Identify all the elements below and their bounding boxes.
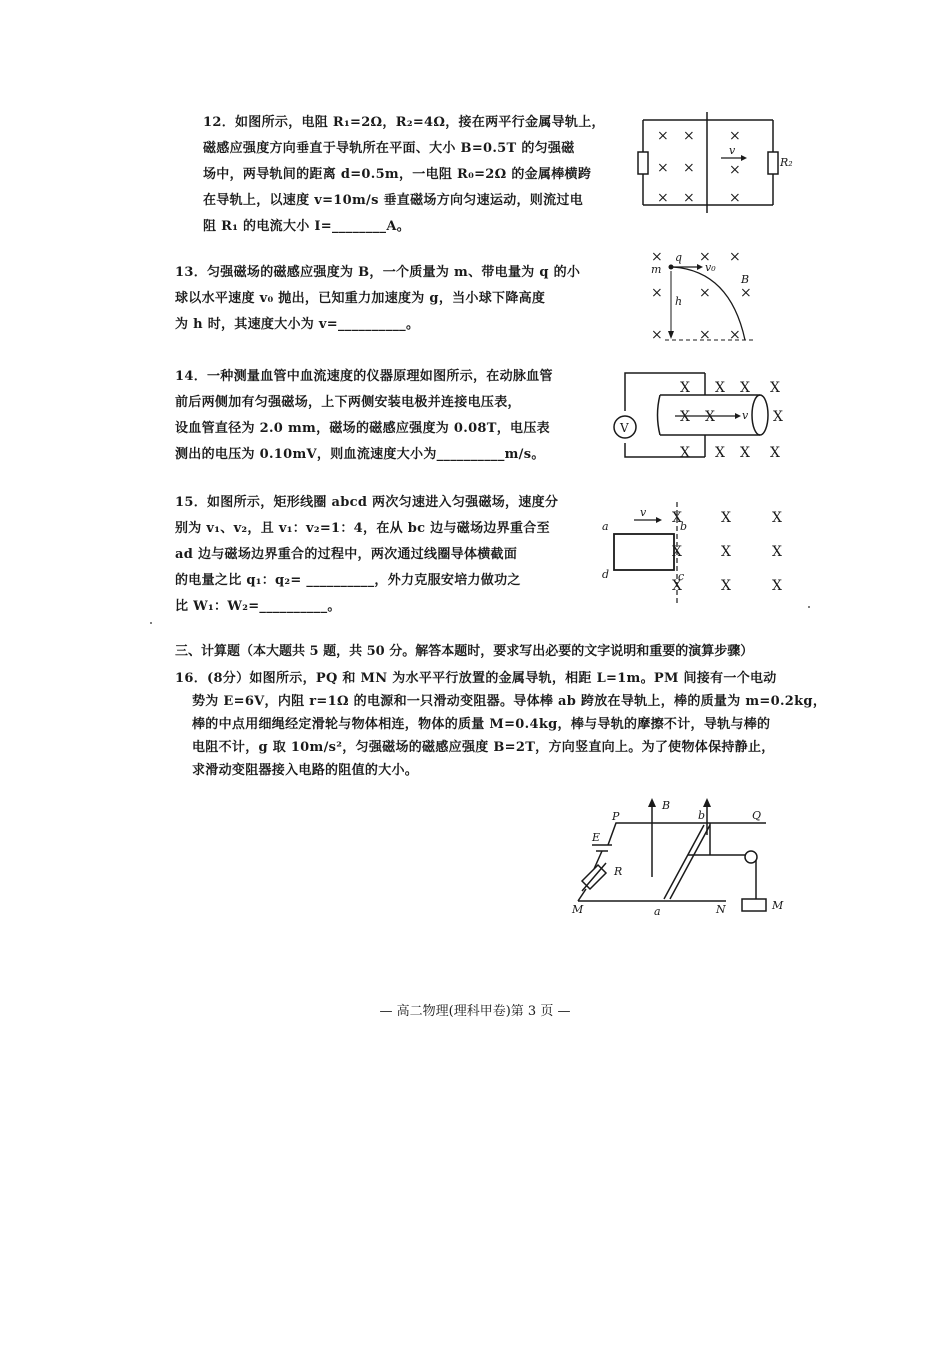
field-x-mark: X [680, 409, 690, 425]
field-x-mark: X [715, 445, 725, 461]
figure-15-loop-entering-field [600, 500, 800, 610]
field-x-mark: × [699, 327, 711, 343]
vessel-opening [752, 395, 768, 435]
field-x-mark: X [740, 380, 750, 396]
field-b-label: B [662, 799, 671, 812]
conductor-rod-b [670, 825, 710, 899]
field-x-mark: × [729, 190, 741, 206]
field-arrowhead-2 [703, 798, 711, 807]
question-12 [203, 110, 605, 240]
question-14 [175, 364, 553, 468]
page-footer: — 高二物理(理科甲卷)第 3 页 — [379, 1004, 571, 1019]
question-16-line: 棒的中点用细绳经定滑轮与物体相连，物体的质量 M=0.4kg，棒与导轨的摩擦不计，导轨与棒的 [192, 717, 771, 732]
question-15-line: 的电量之比 q₁：q₂= __________，外力克服安培力做功之 [175, 573, 521, 588]
conductor-rod-a [664, 825, 704, 899]
emf-e-label: E [592, 831, 601, 844]
question-14-line: 14．一种测量血管中血流速度的仪器原理如图所示，在动脉血管 [175, 369, 553, 384]
field-x-mark: × [729, 249, 741, 265]
field-x-mark: × [729, 128, 741, 144]
field-x-mark: X [680, 380, 690, 396]
field-x-mark: X [770, 380, 780, 396]
figure-13-projectile-in-field [645, 245, 765, 345]
question-12-line: 磁感应强度方向垂直于导轨所在平面、大小 B=0.5T 的匀强磁 [203, 141, 575, 156]
question-16-line: 16．(8分）如图所示，PQ 和 MN 为水平平行放置的金属导轨，相距 L=1m。PM 间接有一个电动 [175, 671, 777, 686]
question-12-line: 12．如图所示，电阻 R₁=2Ω，R₂=4Ω，接在两平行金属导轨上， [203, 115, 605, 130]
question-12-line: 场中，两导轨间的距离 d=0.5m，一电阻 R₀=2Ω 的金属棒横跨 [203, 167, 592, 182]
v0-label: v₀ [705, 261, 716, 274]
question-12-line: 阻 R₁ 的电流大小 I=________A。 [203, 219, 411, 234]
field-x-mark: × [651, 249, 663, 265]
field-x-mark: × [740, 285, 752, 301]
vertex-b-label: b [680, 520, 688, 533]
flow-arrowhead [735, 413, 741, 419]
field-x-mark: X [721, 578, 731, 594]
field-x-mark: X [772, 510, 782, 526]
question-13-line: 13．匀强磁场的磁感应强度为 B，一个质量为 m、带电量为 q 的小 [175, 265, 581, 280]
question-15-line: 别为 v₁、v₂，且 v₁：v₂=1：4，在从 bc 边与磁场边界重合至 [175, 521, 550, 536]
mass-label: m [651, 263, 662, 276]
field-x-mark: × [683, 160, 695, 176]
field-arrowhead-1 [648, 798, 656, 807]
velocity-arrowhead [656, 517, 662, 523]
question-16 [175, 667, 826, 782]
scan-speck [150, 622, 152, 624]
velocity-label: v [729, 144, 736, 157]
field-x-mark: X [773, 409, 783, 425]
vertex-a-label: a [602, 520, 609, 533]
vertex-d-label: d [602, 568, 610, 581]
vertex-c-label: c [678, 570, 685, 583]
question-15-line: 比 W₁：W₂=__________。 [175, 599, 341, 614]
point-m-label: M [572, 903, 584, 916]
question-16-line: 求滑动变阻器接入电路的阻值的大小。 [192, 763, 419, 778]
hanging-mass [742, 899, 766, 911]
scan-speck [808, 606, 810, 608]
question-15-line: ad 边与磁场边界重合的过程中，两次通过线圈导体横截面 [175, 547, 518, 562]
question-15-line: 15．如图所示，矩形线圈 abcd 两次匀速进入匀强磁场，速度分 [175, 495, 559, 510]
field-x-mark: × [683, 190, 695, 206]
resistor-r2-label: R₂ [780, 156, 793, 169]
question-13-line: 为 h 时，其速度大小为 v=__________。 [175, 317, 420, 332]
figure-14-blood-flow-meter [605, 365, 795, 465]
field-x-mark: × [657, 128, 669, 144]
mass-m-label: M [772, 899, 784, 912]
field-x-mark: × [683, 128, 695, 144]
point-q-label: Q [752, 809, 762, 822]
question-14-line: 测出的电压为 0.10mV，则血流速度大小为__________m/s。 [175, 447, 545, 462]
question-16-line: 势为 E=6V，内阻 r=1Ω 的电源和一只滑动变阻器。导体棒 ab 跨放在导轨上，棒的质量为 m=0.2kg， [192, 694, 827, 709]
question-13 [175, 260, 580, 338]
figure-16-rail-pulley-system [570, 795, 800, 925]
field-x-mark: × [651, 285, 663, 301]
field-x-mark: X [740, 445, 750, 461]
velocity-arrowhead [741, 155, 747, 161]
field-x-mark: × [699, 285, 711, 301]
pulley [745, 851, 757, 863]
field-x-mark: X [772, 544, 782, 560]
field-b-label: B [741, 273, 750, 286]
question-16-line: 电阻不计，g 取 10m/s²，匀强磁场的磁感应强度 B=2T，方向竖直向上。为了使物体保持静止， [192, 740, 775, 755]
field-x-mark: X [772, 578, 782, 594]
height-arrowhead [668, 331, 674, 339]
field-x-mark: X [721, 510, 731, 526]
voltmeter-label: V [620, 421, 629, 435]
rod-end-b-label: b [698, 809, 706, 822]
field-x-mark: X [672, 578, 682, 594]
height-label: h [675, 295, 683, 308]
field-x-mark: × [729, 327, 741, 343]
resistor-r1 [638, 152, 648, 174]
field-x-mark: × [657, 190, 669, 206]
section-heading-calculation: 三、计算题（本大题共 5 题，共 50 分。解答本题时，要求写出必要的文字说明和重要的演算步骤） [175, 644, 754, 659]
question-12-line: 在导轨上，以速度 v=10m/s 垂直磁场方向匀速运动，则流过电 [203, 193, 584, 208]
field-x-mark: × [699, 249, 711, 265]
question-14-line: 设血管直径为 2.0 mm，磁场的磁感应强度为 0.08T，电压表 [175, 421, 550, 436]
field-x-mark: X [770, 445, 780, 461]
rheostat-r-label: R [614, 865, 623, 878]
charged-ball [669, 265, 674, 270]
velocity-label: v [640, 506, 647, 519]
resistor-r2 [768, 152, 778, 174]
field-x-mark: X [705, 409, 715, 425]
point-n-label: N [716, 903, 726, 916]
question-14-line: 前后两侧加有匀强磁场，上下两侧安装电极并连接电压表， [175, 395, 521, 410]
field-x-mark: × [729, 162, 741, 178]
rod-end-a-label: a [654, 905, 661, 918]
point-p-label: P [612, 810, 620, 823]
field-x-mark: X [680, 445, 690, 461]
question-15 [175, 490, 558, 620]
field-x-mark: X [672, 544, 682, 560]
rectangular-coil-abcd [614, 534, 674, 570]
figure-12-rail-circuit [625, 110, 800, 220]
field-x-mark: X [715, 380, 725, 396]
field-x-mark: X [721, 544, 731, 560]
field-x-mark: × [657, 160, 669, 176]
flow-velocity-label: v [742, 409, 749, 422]
field-x-mark: × [651, 327, 663, 343]
field-x-mark: X [672, 510, 682, 526]
charge-label: q [675, 251, 683, 264]
question-13-line: 球以水平速度 v₀ 抛出，已知重力加速度为 g，当小球下降高度 [175, 291, 546, 306]
